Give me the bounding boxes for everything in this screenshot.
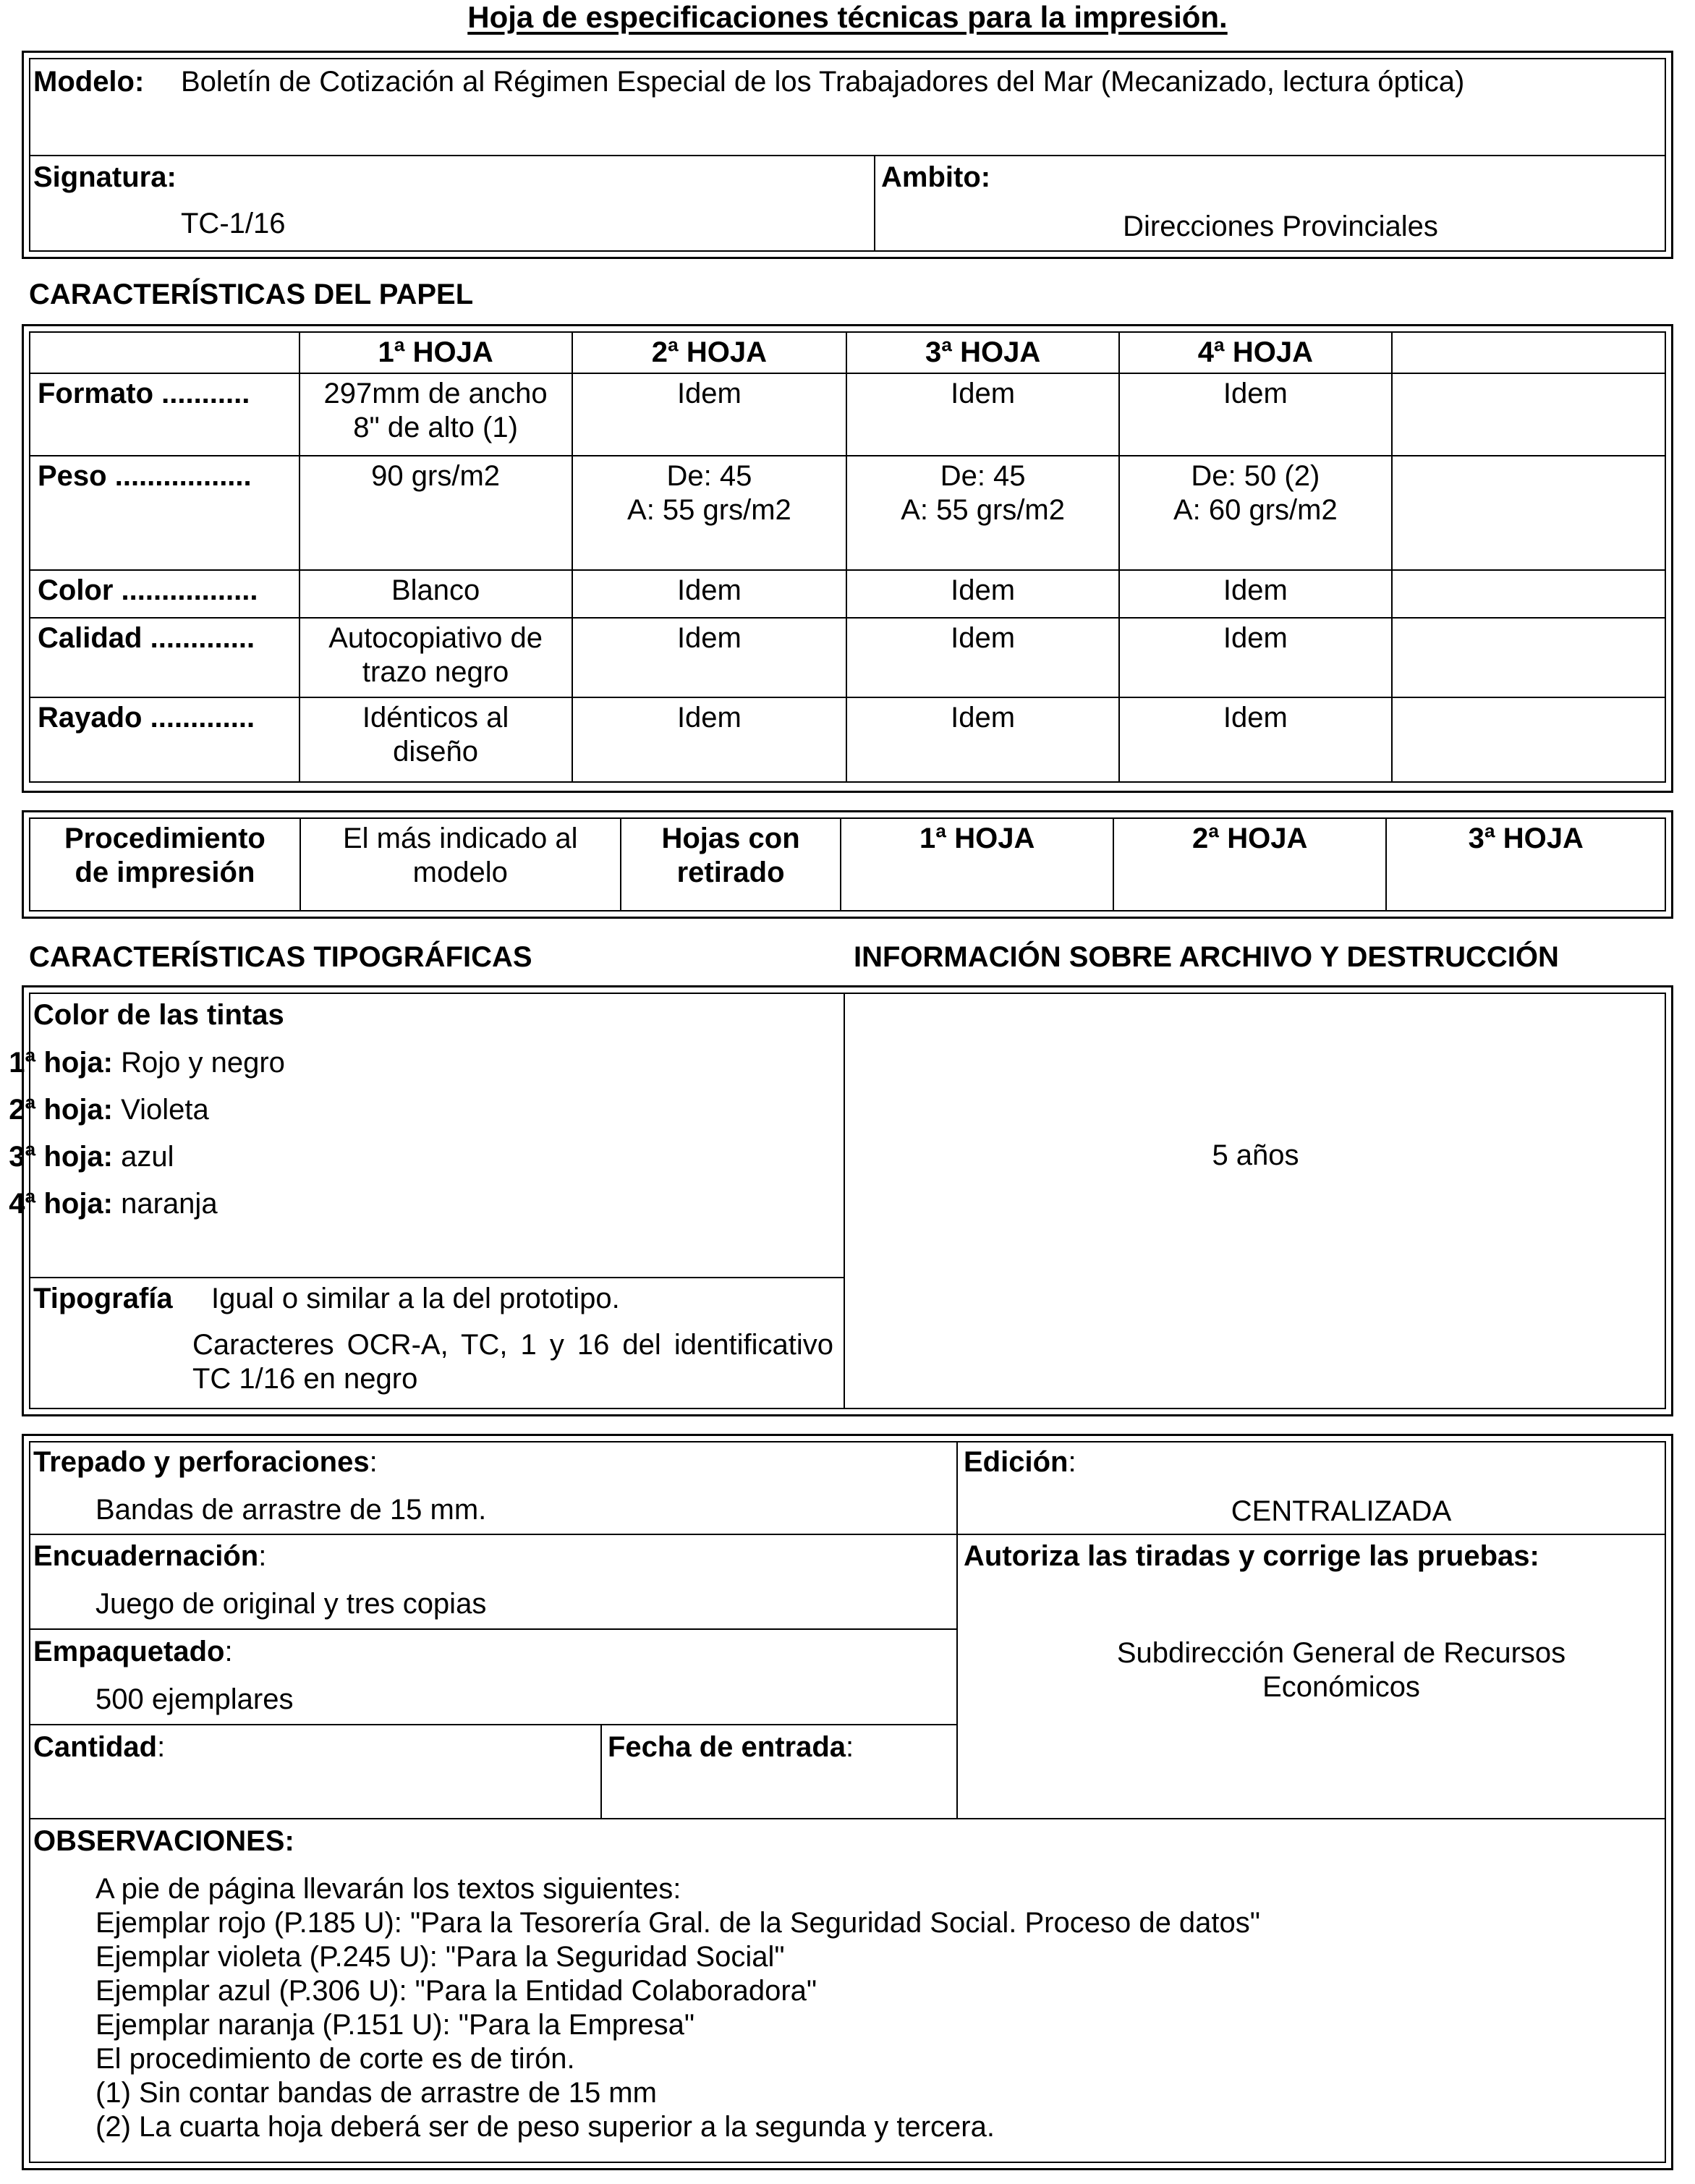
empaquetado-label: Empaquetado: [33,1636,233,1667]
paper-col-2: 2ª HOJA [572,332,847,373]
list-item: (2) La cuarta hoja deberá ser de peso superior a la segunda y tercera. [95,2111,995,2143]
cantidad-label: Cantidad: [33,1731,166,1763]
inks-label: Color de las tintas [33,999,284,1031]
table-cell: Idem [572,618,847,697]
table-cell: Idénticos al diseño [300,697,572,782]
paper-table [29,331,1666,783]
tipografia-label: Tipografía [33,1283,173,1314]
autoriza-label: Autoriza las tiradas y corrige las pruebas: [964,1540,1539,1572]
hojas-retirado-label: Hojas con retirado [621,818,841,911]
table-cell: 90 grs/m2 [300,456,572,570]
typo-section-title: CARACTERÍSTICAS TIPOGRÁFICAS [29,941,532,973]
list-item: 4ª hoja: naranja [9,1188,218,1220]
table-cell: Idem [846,697,1119,782]
autoriza-value: Subdirección General de Recursos Económicos [1116,1637,1566,1703]
paper-header-row [30,332,1665,373]
table-cell: De: 45 A: 55 grs/m2 [572,456,847,570]
table-cell: Autocopiativo de trazo negro [300,618,572,697]
ambito-label: Ambito: [881,161,991,193]
table-cell: Idem [846,570,1119,618]
fecha-entrada-label: Fecha de entrada: [608,1731,854,1763]
table-cell: Idem [572,373,847,456]
table-cell [1392,570,1665,618]
paper-col-3: 3ª HOJA [846,332,1119,373]
list-item: Ejemplar rojo (P.185 U): "Para la Tesorería Gral. de la Seguridad Social. Proceso de datos" [95,1907,1260,1939]
table-cell: De: 45 A: 55 grs/m2 [846,456,1119,570]
signatura-label: Signatura: [33,161,177,193]
table-cell: Idem [572,570,847,618]
table-cell [1392,373,1665,456]
caracteres-text: Caracteres OCR-A, TC, 1 y 16 del identificativo TC 1/16 en negro [192,1329,833,1395]
table-cell: Idem [1119,570,1392,618]
retirado-col-3: 3ª HOJA [1386,818,1665,911]
retirado-col-2: 2ª HOJA [1113,818,1387,911]
edicion-label: Edición: [964,1446,1076,1478]
row-label-rayado: Rayado ............. [30,697,300,782]
trepado-value: Bandas de arrastre de 15 mm. [95,1494,487,1526]
paper-col-5 [1392,332,1665,373]
paper-col-4: 4ª HOJA [1119,332,1392,373]
paper-row-calidad [30,618,1665,697]
list-item: (1) Sin contar bandas de arrastre de 15 mm [95,2077,657,2109]
table-cell [1392,618,1665,697]
paper-row-rayado [30,697,1665,782]
paper-row-formato [30,373,1665,456]
paper-section-title: CARACTERÍSTICAS DEL PAPEL [29,279,474,310]
list-item: A pie de página llevarán los textos siguientes: [95,1873,681,1905]
tipografia-value: Igual o similar a la del prototipo. [211,1283,620,1314]
list-item: El procedimiento de corte es de tirón. [95,2043,575,2075]
procedure-table [29,817,1666,912]
table-cell: Idem [846,373,1119,456]
modelo-label: Modelo: [33,66,145,98]
paper-header-empty [30,332,300,373]
page-title: Hoja de especificaciones técnicas para la impresión. [467,0,1228,34]
table-cell: Idem [572,697,847,782]
paper-row-color [30,570,1665,618]
paper-row-peso [30,456,1665,570]
table-cell: Blanco [300,570,572,618]
encuadernacion-label: Encuadernación: [33,1540,267,1572]
list-item: Ejemplar naranja (P.151 U): "Para la Empresa" [95,2009,695,2041]
row-label-color: Color ................. [30,570,300,618]
ambito-value: Direcciones Provinciales [1123,211,1438,242]
archive-section-title: INFORMACIÓN SOBRE ARCHIVO Y DESTRUCCIÓN [854,941,1559,973]
table-cell [1392,697,1665,782]
inks-list [9,1046,490,1234]
list-item: 2ª hoja: Violeta [9,1094,209,1126]
table-cell: 297mm de ancho 8" de alto (1) [300,373,572,456]
row-label-formato: Formato ........... [30,373,300,456]
observaciones-label: OBSERVACIONES: [33,1825,294,1857]
empaquetado-value: 500 ejemplares [95,1683,294,1715]
signatura-value: TC-1/16 [181,208,286,239]
table-cell: De: 50 (2) A: 60 grs/m2 [1119,456,1392,570]
retirado-col-1: 1ª HOJA [841,818,1113,911]
procedure-label: Procedimiento de impresión [30,818,300,911]
modelo-value: Boletín de Cotización al Régimen Especial de los Trabajadores del Mar (Mecanizado, lectura óptica) [181,66,1465,98]
table-cell: Idem [1119,618,1392,697]
paper-col-1: 1ª HOJA [300,332,572,373]
table-cell [1392,456,1665,570]
list-item: Ejemplar violeta (P.245 U): "Para la Seguridad Social" [95,1941,785,1973]
table-cell: Idem [1119,373,1392,456]
row-label-calidad: Calidad ............. [30,618,300,697]
row-label-peso: Peso ................. [30,456,300,570]
trepado-label: Trepado y perforaciones: [33,1446,378,1478]
procedure-value: El más indicado al modelo [300,818,621,911]
table-cell: Idem [1119,697,1392,782]
list-item: Ejemplar azul (P.306 U): "Para la Entidad Colaboradora" [95,1975,817,2007]
list-item: 3ª hoja: azul [9,1141,174,1173]
observaciones-list [95,1872,1260,2144]
list-item: 1ª hoja: Rojo y negro [9,1047,285,1079]
table-cell: Idem [846,618,1119,697]
encuadernacion-value: Juego de original y tres copias [95,1588,487,1620]
edicion-value: CENTRALIZADA [1231,1495,1452,1527]
archive-value: 5 años [1212,1139,1299,1171]
